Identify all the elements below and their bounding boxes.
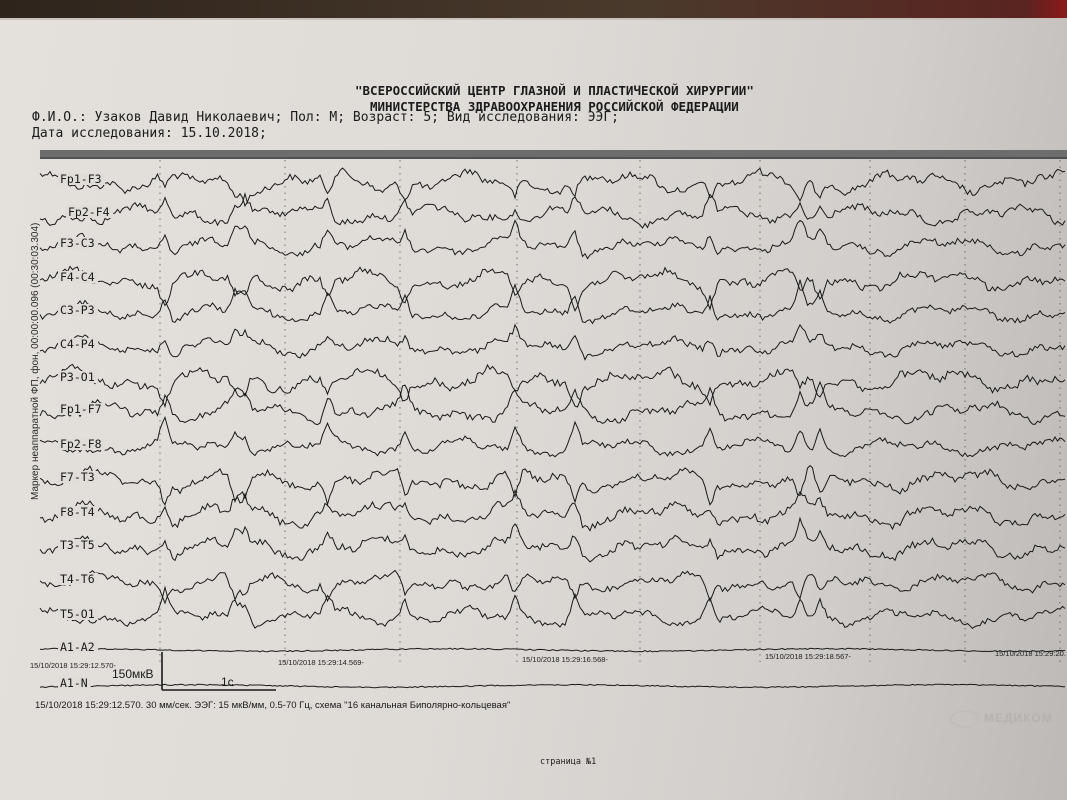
channel-label-F8-T4: F8-T4 [60,505,95,519]
channel-label-Fp2-F8: Fp2-F8 [60,437,102,451]
channel-label-F7-T3: F7-T3 [60,470,95,484]
side-note: Маркер неаппаратной ФП, фон, 00:00:00.096 (00:30:03.304) [30,222,41,500]
timestamp-0: 15/10/2018 15:29:12.570- [30,661,116,670]
trace-C3-P3 [40,280,1065,324]
org-title-line1: "ВСЕРОССИЙСКИЙ ЦЕНТР ГЛАЗНОЙ И ПЛАСТИЧЕСКОЙ ХИРУРГИИ" [355,83,754,98]
logo-icon [950,710,980,728]
channel-label-A1-N: A1-N [60,676,88,690]
trace-Fp2-F8 [40,417,1065,456]
study-date: Дата исследования: 15.10.2018; [32,126,267,141]
logo [950,710,1067,728]
channel-labels [58,172,113,690]
page-number: страница №1 [540,757,597,767]
trace-T3-T5 [40,518,1065,562]
timestamp-3: 15/10/2018 15:29:18.567- [765,652,851,661]
channel-label-Fp2-F4: Fp2-F4 [68,205,110,219]
trace-Fp2-F4 [40,194,1065,228]
channel-label-C3-P3: C3-P3 [60,303,95,317]
org-title-line2: МИНИСТЕРСТВА ЗДРАВООХРАНЕНИЯ РОССИЙСКОЙ ФЕДЕРАЦИИ [370,99,739,114]
channel-label-T3-T5: T3-T5 [60,538,95,552]
eeg-traces [40,168,1065,688]
calibration-marker [112,652,276,690]
patient-info: Ф.И.О.: Узаков Давид Николаевич; Пол: М; Возраст: 5; Вид исследования: ЭЭГ; [32,110,619,125]
trace-F4-C4 [40,267,1065,311]
channel-label-T5-O1: T5-O1 [60,607,95,621]
channel-label-F4-C4: F4-C4 [60,270,95,284]
channel-label-Fp1-F7: Fp1-F7 [60,402,102,416]
trace-P3-O1 [40,364,1065,407]
trace-C4-P4 [40,325,1065,360]
logo-text: МЕДИКОМ [984,711,1053,726]
timestamp-4: 15/10/2018 15:29:20. [995,649,1066,658]
channel-label-A1-A2: A1-A2 [60,640,95,654]
timestamp-1: 15/10/2018 15:29:14.569- [278,658,364,667]
trace-T4-T6 [40,571,1065,604]
trace-T5-O1 [40,587,1065,628]
calibration-time: 1с [221,675,234,689]
trace-F3-C3 [40,221,1065,259]
trace-Fp1-F7 [40,382,1065,425]
timestamp-2: 15/10/2018 15:29:16.568- [522,655,608,664]
calibration-amplitude: 150мкВ [112,667,154,681]
trace-F8-T4 [40,490,1065,530]
channel-label-C4-P4: C4-P4 [60,337,95,351]
trace-F7-T3 [40,466,1065,505]
channel-label-T4-T6: T4-T6 [60,572,95,586]
trace-Fp1-F3 [40,168,1065,206]
footer-settings: 15/10/2018 15:29:12.570. 30 мм/сек. ЭЭГ: 15 мкВ/мм, 0.5-70 Гц, схема "16 канальная Биполярно-кольцевая" [35,700,511,711]
channel-label-F3-C3: F3-C3 [60,236,95,250]
trace-A1-N [40,684,1065,688]
channel-label-P3-O1: P3-O1 [60,370,95,384]
trace-A1-A2 [40,648,1065,652]
timestamp-labels [30,649,1066,670]
channel-label-Fp1-F3: Fp1-F3 [60,172,102,186]
